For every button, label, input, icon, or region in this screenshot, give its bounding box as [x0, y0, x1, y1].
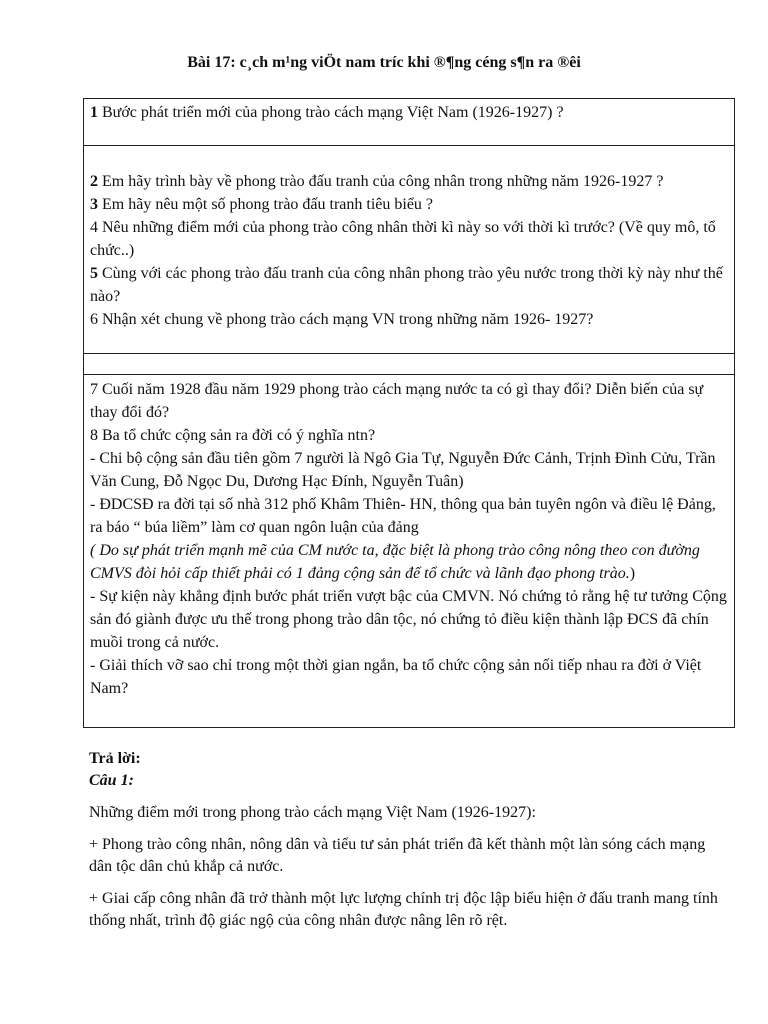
table-row-q1 — [84, 99, 734, 146]
questions-table — [83, 98, 735, 728]
question-5 — [90, 262, 728, 308]
question-text: Em hãy trình bày về phong trào đấu tranh của công nhân trong những năm 1926-1927 ? — [98, 173, 664, 190]
answer-paragraph: Những điểm mới trong phong trào cách mạng Việt Nam (1926-1927): — [89, 804, 536, 821]
question-number: 3 — [90, 196, 98, 213]
table-row-empty — [84, 354, 734, 375]
question-number: 2 — [90, 173, 98, 190]
question-number: 1 — [90, 104, 98, 121]
answer-1-heading: Câu 1: — [89, 772, 134, 789]
question-6 — [90, 308, 728, 331]
question-7: 7 Cuối năm 1928 đầu năm 1929 phong trào cách mạng nước ta có gì thay đổi? Diễn biến của sự thay đổi đó? — [90, 381, 704, 421]
italic-close: ) — [629, 565, 636, 582]
note-line-3: - Sự kiện này khẳng định bước phát triển vượt bậc của CMVN. Nó chứng tỏ rằng hệ tư tưởng Cộng sản đó giành được ưu thế trong phong trào dân tộc, nó chứng tỏ điều kiện thành lập ĐCS đã chín muồi trong cả nước. — [90, 588, 727, 651]
question-text: Bước phát triển mới của phong trào cách mạng Việt Nam (1926-1927) ? — [98, 104, 564, 121]
answer-paragraph: + Giai cấp công nhân đã trở thành một lực lượng chính trị độc lập biểu hiện ở đấu tranh mang tính thống nhất, trình độ giác ngộ của công nhân được nâng lên rõ rệt. — [89, 890, 718, 929]
question-text: Cùng với các phong trào đấu tranh của công nhân phong trào yêu nước trong thời kỳ này như thế nào? — [90, 265, 723, 305]
note-line-4: - Giải thích vỡ sao chỉ trong một thời gian ngắn, ba tổ chức cộng sản nối tiếp nhau ra đời ở Việt Nam? — [90, 657, 702, 697]
note-italic — [90, 539, 728, 585]
table-row-q7-8 — [84, 375, 734, 727]
question-number: 5 — [90, 265, 98, 282]
answers-section — [89, 748, 729, 942]
note-line-2: - ĐDCSĐ ra đời tại số nhà 312 phố Khâm Thiên- HN, thông qua bản tuyên ngôn và điều lệ Đảng, ra báo “ búa liềm” làm cơ quan ngôn luận của đảng — [90, 496, 716, 536]
question-2 — [90, 170, 728, 193]
question-1 — [90, 101, 728, 124]
answers-heading: Trả lời: — [89, 750, 141, 767]
question-text: 6 Nhận xét chung về phong trào cách mạng VN trong những năm 1926- 1927? — [90, 311, 594, 328]
answer-paragraph: + Phong trào công nhân, nông dân và tiểu tư sản phát triển đã kết thành một làn sóng cách mạng dân tộc dân chủ khắp cả nước. — [89, 836, 706, 875]
question-text: Em hãy nêu một số phong trào đấu tranh tiêu biểu ? — [98, 196, 434, 213]
question-text: 4 Nêu những điểm mới của phong trào công nhân thời kì này so với thời kì trước? (Về quy mô, tổ chức..) — [90, 219, 716, 259]
page-title: Bài 17: c¸ch m¹ng viÖt nam tríc khi ®¶ng céng s¶n ra ®êi — [187, 54, 581, 71]
question-3 — [90, 193, 728, 216]
note-line-1: - Chi bộ cộng sản đầu tiên gồm 7 người là Ngô Gia Tự, Nguyễn Đức Cảnh, Trịnh Đình Cửu, Trần Văn Cung, Đỗ Ngọc Du, Dương Hạc Đính, Nguyễn Tuân) — [90, 450, 716, 490]
italic-text: ( Do sự phát triển mạnh mẽ của CM nước ta, đặc biệt là phong trào công nông theo con đường CMVS đòi hỏi cấp thiết phải có 1 đảng cộng sản để tổ chức và lãnh đạo phong trào. — [90, 542, 700, 582]
table-row-q2-6 — [84, 146, 734, 354]
question-4 — [90, 216, 728, 262]
question-8: 8 Ba tổ chức cộng sản ra đời có ý nghĩa ntn? — [90, 427, 376, 444]
